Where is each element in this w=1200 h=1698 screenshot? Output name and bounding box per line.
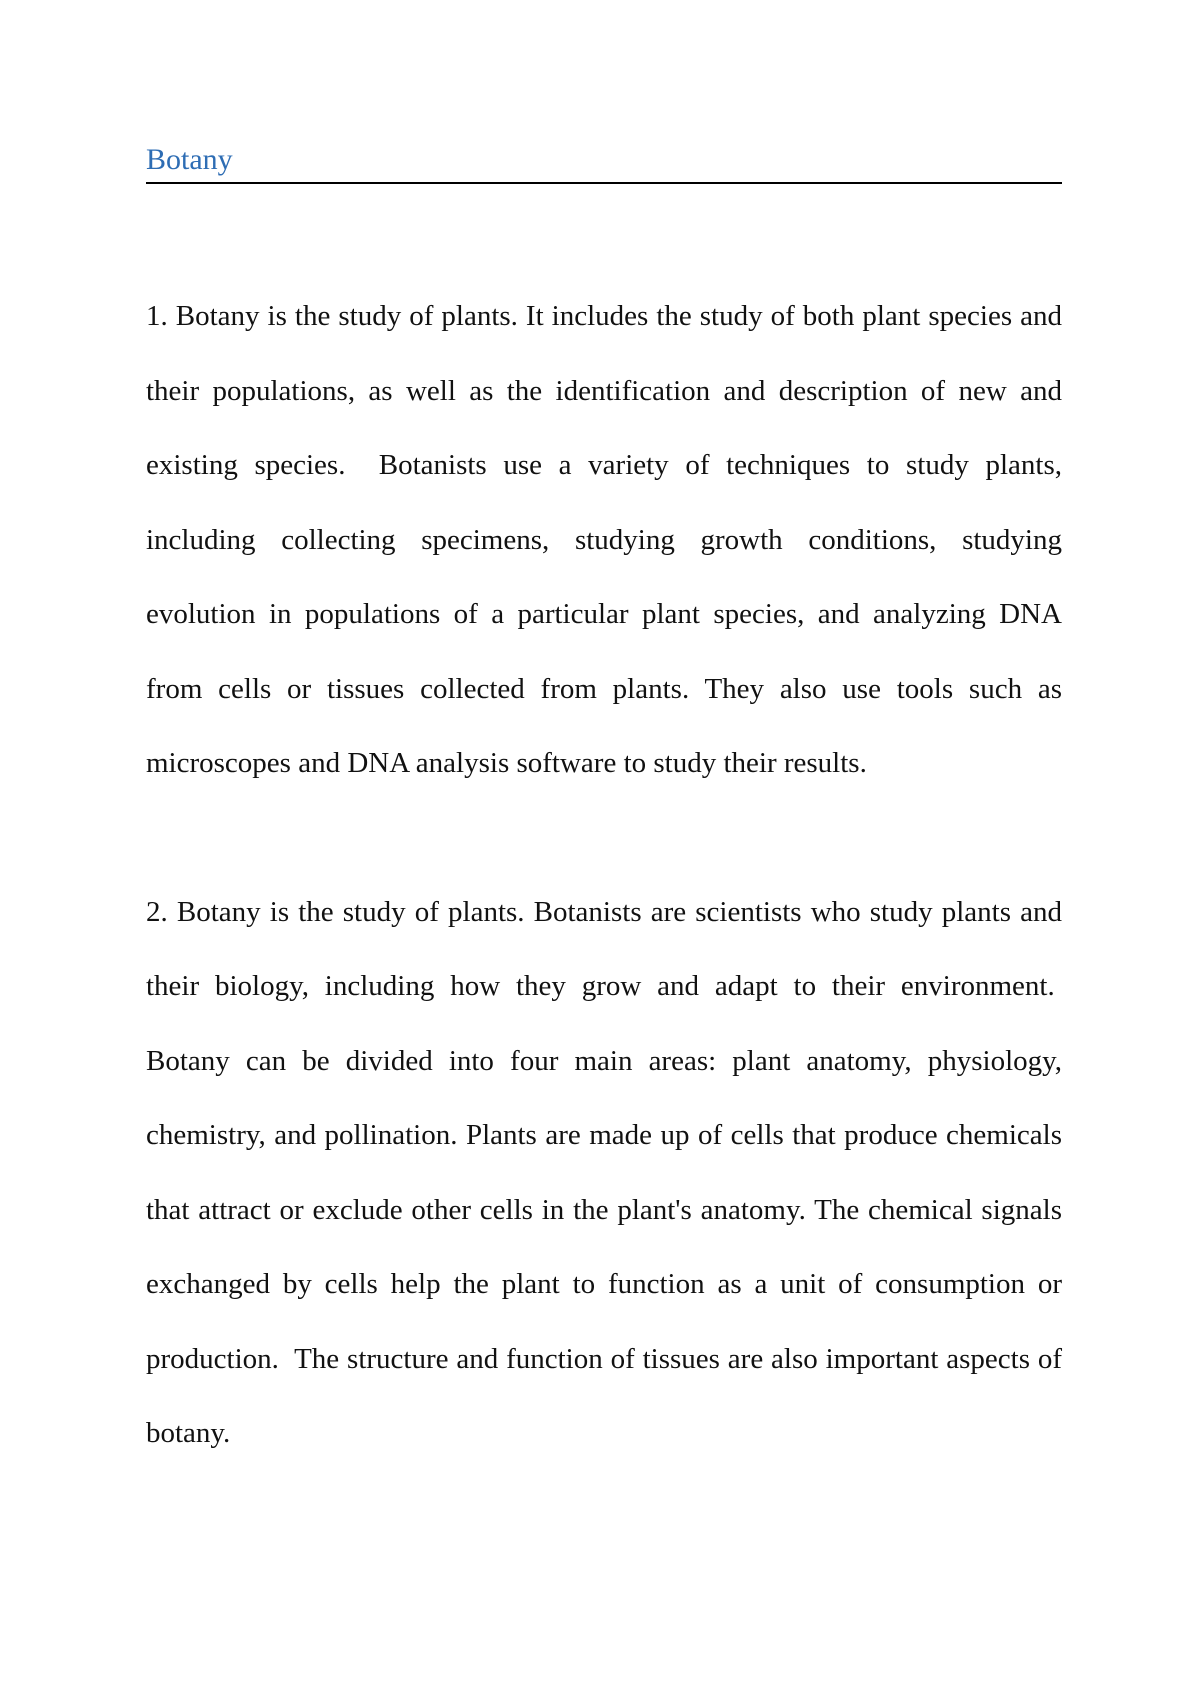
document-body (146, 140, 1062, 1471)
paragraph-2: 2. Botany is the study of plants. Botanists are scientists who study plants and their biology, including how they grow and adapt to their environment. Botany can be divided into four main areas: plant anatomy, physiology, chemistry, and pollination. Plants are made up of cells that produce chemicals that attract or exclude other cells in the plant's anatomy. The chemical signals exchanged by cells help the plant to function as a unit of consumption or production. The structure and function of tissues are also important aspects of botany. (146, 895, 1062, 1449)
paragraph-1: 1. Botany is the study of plants. It includes the study of both plant species and their populations, as well as the identification and description of new and existing species. Botanists use a variety of techniques to study plants, including collecting specimens, studying growth conditions, studying evolution in populations of a particular plant species, and analyzing DNA from cells or tissues collected from plants. They also use tools such as microscopes and DNA analysis software to study their results. (146, 300, 1062, 779)
title-rule (146, 140, 1062, 184)
document-title: Botany (146, 143, 233, 176)
